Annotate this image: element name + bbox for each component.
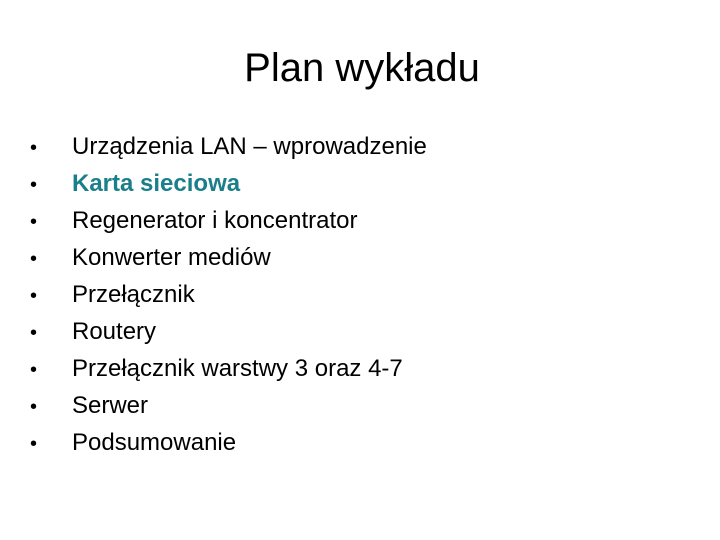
list-item bbox=[30, 350, 427, 387]
list-item bbox=[30, 239, 427, 276]
list-item bbox=[30, 165, 427, 202]
bullet-icon: • bbox=[30, 359, 38, 381]
list-item-text: Routery bbox=[72, 318, 157, 345]
list-item-text: Serwer bbox=[72, 392, 149, 419]
bullet-icon: • bbox=[30, 211, 38, 233]
agenda-list bbox=[30, 128, 427, 461]
bullet-icon: • bbox=[30, 433, 38, 455]
bullet-icon: • bbox=[30, 322, 38, 344]
slide-title: Plan wykładu bbox=[244, 46, 480, 90]
list-item bbox=[30, 128, 427, 165]
list-item-text: Przełącznik bbox=[72, 281, 195, 308]
bullet-icon: • bbox=[30, 285, 38, 307]
bullet-icon: • bbox=[30, 396, 38, 418]
list-item-text: Podsumowanie bbox=[72, 429, 237, 456]
bullet-icon: • bbox=[30, 248, 38, 270]
bullet-icon: • bbox=[30, 174, 38, 196]
list-item bbox=[30, 424, 427, 461]
list-item-text: Regenerator i koncentrator bbox=[72, 207, 358, 234]
bullet-icon: • bbox=[30, 137, 38, 159]
list-item bbox=[30, 313, 427, 350]
list-item-text-highlighted: Karta sieciowa bbox=[72, 170, 241, 197]
list-item-text: Przełącznik warstwy 3 oraz 4-7 bbox=[72, 355, 403, 382]
list-item bbox=[30, 276, 427, 313]
list-item-text: Urządzenia LAN – wprowadzenie bbox=[72, 133, 427, 160]
list-item bbox=[30, 387, 427, 424]
list-item-text: Konwerter mediów bbox=[72, 244, 271, 271]
list-item bbox=[30, 202, 427, 239]
